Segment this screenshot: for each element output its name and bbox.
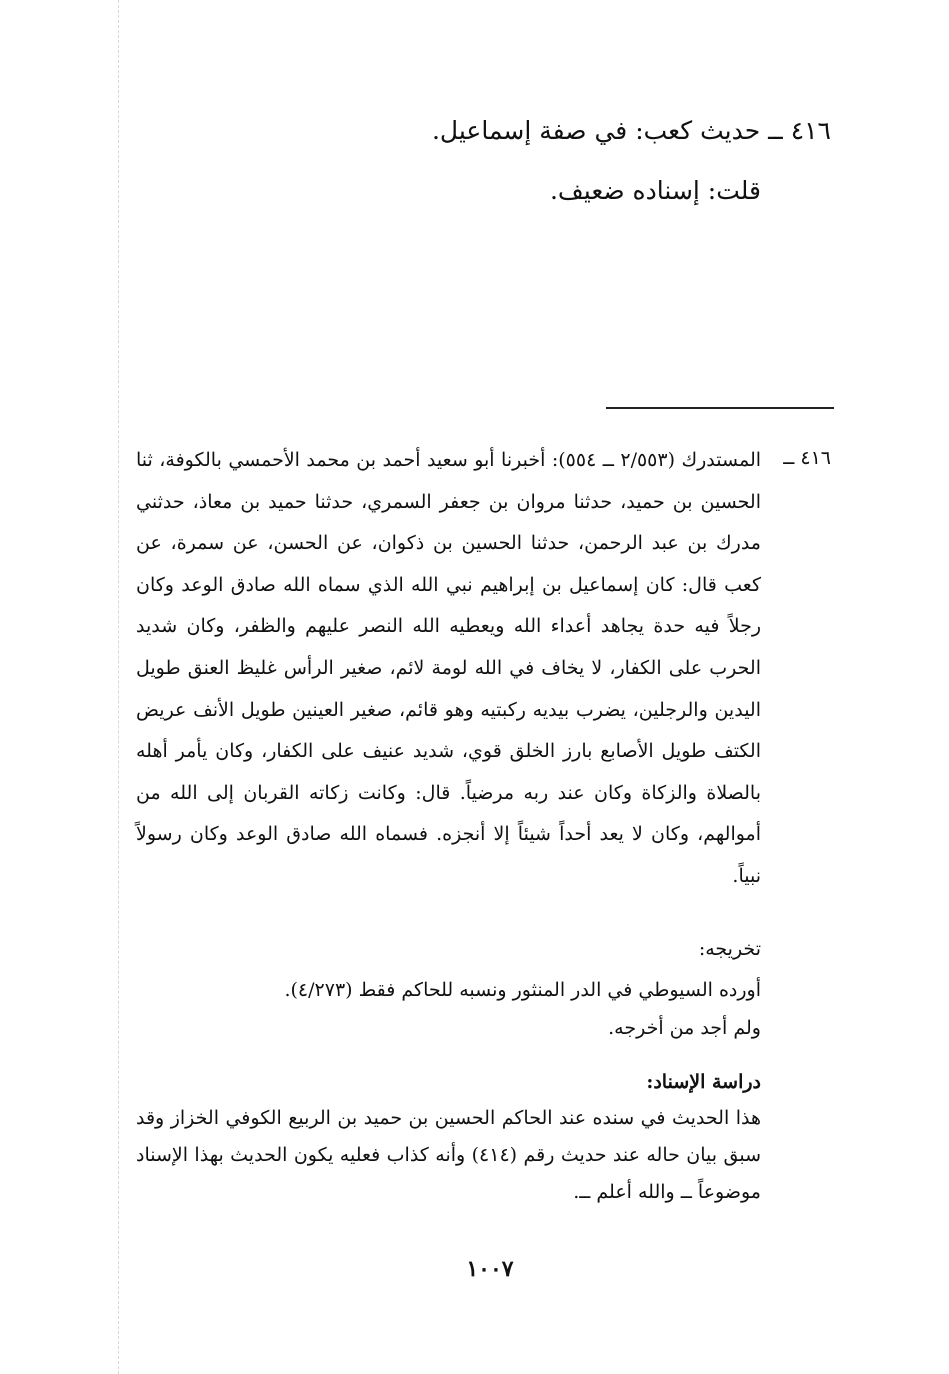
- takhrij-body: [136, 971, 761, 1047]
- footnote-text: المستدرك (٢/٥٥٣ ــ ٥٥٤): أخبرنا أبو سعيد أحمد بن محمد الأحمسي بالكوفة، ثنا الحسين بن حميد، حدثنا مروان بن جعفر السمري، حدثنا حميد بن معاذ، حدثني مدرك بن عبد الرحمن، حدثنا الحسين بن ذكوان، عن الحسن، عن سمرة، عن كعب قال: كان إسماعيل بن إبراهيم نبي الله الذي سماه الله صادق الوعد وكان رجلاً فيه حدة يجاهد أعداء الله ويعطيه الله النصر عليهم والظفر، وكان شديد الحرب على الكفار، لا يخاف في الله لومة لائم، صغير الرأس غليظ العنق طويل اليدين والرجلين، يضرب بيديه ركبتيه وهو قائم، صغير العينين طويل الأنف عريض الكتف طويل الأصابع بارز الخلق قوي، شديد عنيف على الكفار، وكان يأمر أهله بالصلاة والزكاة وكان عند ربه مرضياً. قال: وكانت زكاته القربان إلى الله من أموالهم، وكان لا يعد أحداً شيئاً إلا أنجزه. فسماه الله صادق الوعد وكان رسولاً نبياً.: [136, 449, 762, 887]
- scan-edge-divider: [118, 0, 119, 1374]
- entry-remark: قلت: إسناده ضعيف.: [549, 176, 761, 205]
- footnote-separator: [606, 407, 834, 409]
- page-number: ١٠٠٧: [466, 1256, 514, 1282]
- takhrij-title: تخريجه:: [698, 938, 761, 960]
- dirasa-body: هذا الحديث في سنده عند الحاكم الحسين بن حميد بن الربيع الكوفي الخزاز وقد سبق بيان حاله عند حديث رقم (٤١٤) وأنه كذاب فعليه يكون الحديث بهذا الإسناد موضوعاً ــ والله أعلم ــ.: [136, 1107, 761, 1203]
- footnote-number: ٤١٦ ــ: [783, 447, 831, 469]
- dirasa-title: دراسة الإسناد:: [646, 1071, 761, 1093]
- takhrij-line: ولم أجد من أخرجه.: [608, 1017, 761, 1039]
- takhrij-line: أورده السيوطي في الدر المنثور ونسبه للحاكم فقط (٤/٢٧٣).: [284, 979, 761, 1001]
- entry-heading: ٤١٦ ــ حديث كعب: في صفة إسماعيل.: [431, 116, 831, 145]
